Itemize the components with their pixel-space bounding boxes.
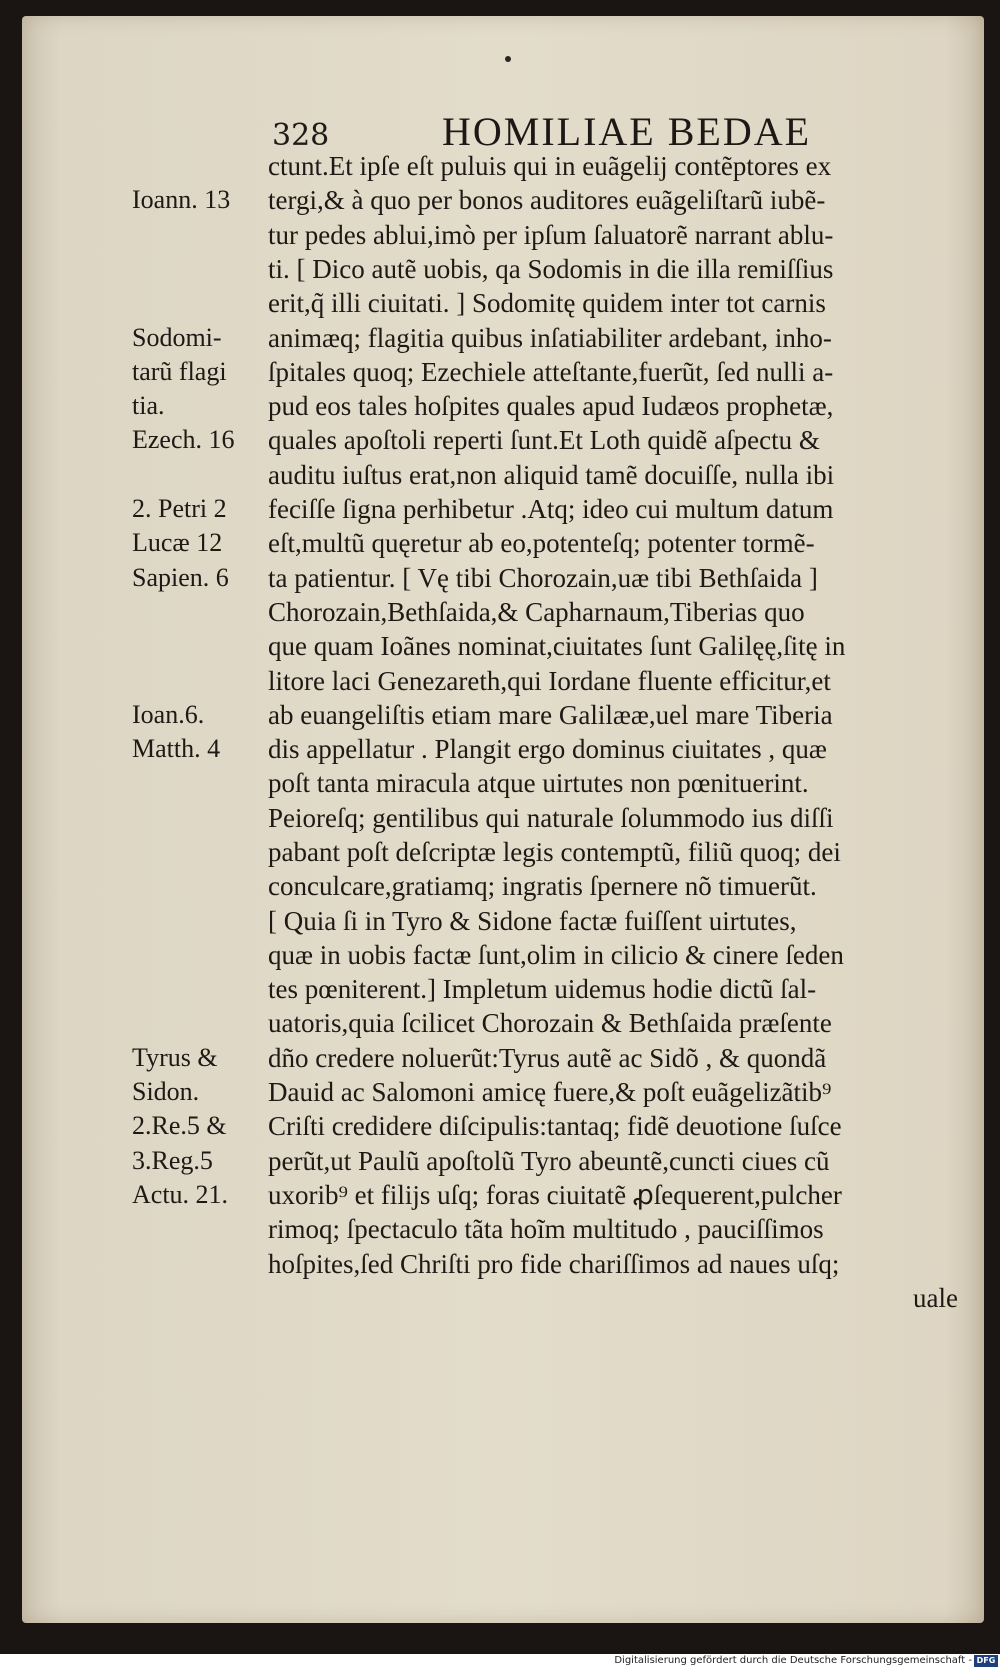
text-line: quæ in uobis factæ ſunt,olim in cilicio & cinere ſeden: [268, 940, 844, 970]
text-line: dis appellatur . Plangit ergo dominus ciuitates , quæ: [268, 734, 827, 764]
margin-note: Actu. 21.: [132, 1180, 229, 1209]
text-line: feciſſe ſigna perhibetur .Atq; ideo cui multum datum: [268, 494, 834, 524]
text-line: Dauid ac Salomoni amicę fuere,& poſt euãgelizãtib⁹: [268, 1077, 832, 1107]
margin-note: 2.Re.5 &: [132, 1111, 227, 1140]
text-line: que quam Ioãnes nominat,ciuitates ſunt Galilęę,ſitę in: [268, 631, 846, 661]
margin-note: Tyrus &: [132, 1043, 218, 1072]
text-line: ctunt.Et ipſe eſt puluis qui in euãgelij contẽptores ex: [268, 151, 832, 181]
dfg-logo: DFG: [974, 1655, 998, 1667]
footer-bar: [0, 1654, 1000, 1668]
margin-note: tia.: [132, 391, 165, 420]
text-line: uxorib⁹ et filijs uſq; foras ciuitatẽ ꝓſequerent,pulcher: [268, 1180, 842, 1210]
margin-note: Sidon.: [132, 1077, 200, 1106]
text-line: poſt tanta miracula atque uirtutes non pœnituerint.: [268, 768, 809, 798]
text-line: ſpitales quoq; Ezechiele atteſtante,fuerũt, ſed nulli a-: [268, 357, 834, 387]
book-page: [22, 16, 984, 1623]
text-line: eſt,multũ quęretur ab eo,potenteſq; potenter tormẽ-: [268, 528, 815, 558]
text-line: tergi,& à quo per bonos auditores euãgeliſtarũ iubẽ-: [268, 185, 826, 215]
text-line: hoſpites,ſed Chriſti pro fide chariſſimos ad naues uſq;: [268, 1249, 840, 1279]
margin-note: tarũ flagi: [132, 357, 227, 386]
margin-note: Ioann. 13: [132, 185, 231, 214]
text-line: rimoq; ſpectaculo tãta hoĩm multitudo , pauciſſimos: [268, 1214, 824, 1244]
text-line: [ Quia ſi in Tyro & Sidone factæ fuiſſent uirtutes,: [268, 906, 797, 936]
text-line: auditu iuſtus erat,non aliquid tamẽ docuiſſe, nulla ibi: [268, 460, 835, 490]
text-line: Chorozain,Bethſaida,& Capharnaum,Tiberias quo: [268, 597, 805, 627]
text-line: tur pedes ablui,imò per ipſum ſaluatorẽ narrant ablu-: [268, 220, 834, 250]
text-line: quales apoſtoli reperti ſunt.Et Loth quidẽ aſpectu &: [268, 425, 820, 455]
margin-note: Lucæ 12: [132, 528, 223, 557]
text-line: perũt,ut Paulũ apoſtolũ Tyro abeuntẽ,cuncti ciues cũ: [268, 1146, 830, 1176]
page-number: 328: [272, 118, 330, 153]
text-line: pud eos tales hoſpites quales apud Iudæos prophetæ,: [268, 391, 834, 421]
margin-note: 2. Petri 2: [132, 494, 227, 523]
page-dot: [505, 56, 511, 62]
text-line: conculcare,gratiamq; ingratis ſpernere nõ timuerũt.: [268, 871, 817, 901]
text-line: Criſti credidere diſcipulis:tantaq; fidẽ deuotione ſuſce: [268, 1111, 842, 1141]
margin-note: Sapien. 6: [132, 563, 229, 592]
margin-note: Matth. 4: [132, 734, 221, 763]
margin-note: Ioan.6.: [132, 700, 205, 729]
text-line: ta patientur. [ Vę tibi Chorozain,uæ tibi Bethſaida ]: [268, 563, 818, 593]
text-line: uale: [913, 1283, 958, 1313]
text-line: litore laci Genezareth,qui Iordane fluente efficitur,et: [268, 666, 831, 696]
margin-note: Sodomi-: [132, 323, 222, 352]
text-line: ti. [ Dico autẽ uobis, qa Sodomis in die illa remiſſius: [268, 254, 834, 284]
text-line: pabant poſt deſcriptæ legis contemptũ, filiũ quoq; dei: [268, 837, 841, 867]
text-line: uatoris,quia ſcilicet Chorozain & Bethſaida præſente: [268, 1008, 832, 1038]
running-title: HOMILIAE BEDAE: [442, 109, 812, 154]
margin-note: Ezech. 16: [132, 425, 235, 454]
text-line: animæq; flagitia quibus inſatiabiliter ardebant, inho-: [268, 323, 832, 353]
text-line: tes pœniterent.] Impletum uidemus hodie dictũ ſal-: [268, 974, 817, 1004]
text-line: Peioreſq; gentilibus qui naturale ſolummodo ius diſſi: [268, 803, 834, 833]
footer-credit: Digitalisierung gefördert durch die Deutsche Forschungsgemeinschaft -: [614, 1655, 972, 1666]
text-line: erit,q̃ illi ciuitati. ] Sodomitę quidem inter tot carnis: [268, 288, 826, 318]
text-line: ab euangeliſtis etiam mare Galilææ,uel mare Tiberia: [268, 700, 833, 730]
margin-note: 3.Reg.5: [132, 1146, 213, 1175]
text-line: dño credere noluerũt:Tyrus autẽ ac Sidõ , & quondã: [268, 1043, 827, 1073]
